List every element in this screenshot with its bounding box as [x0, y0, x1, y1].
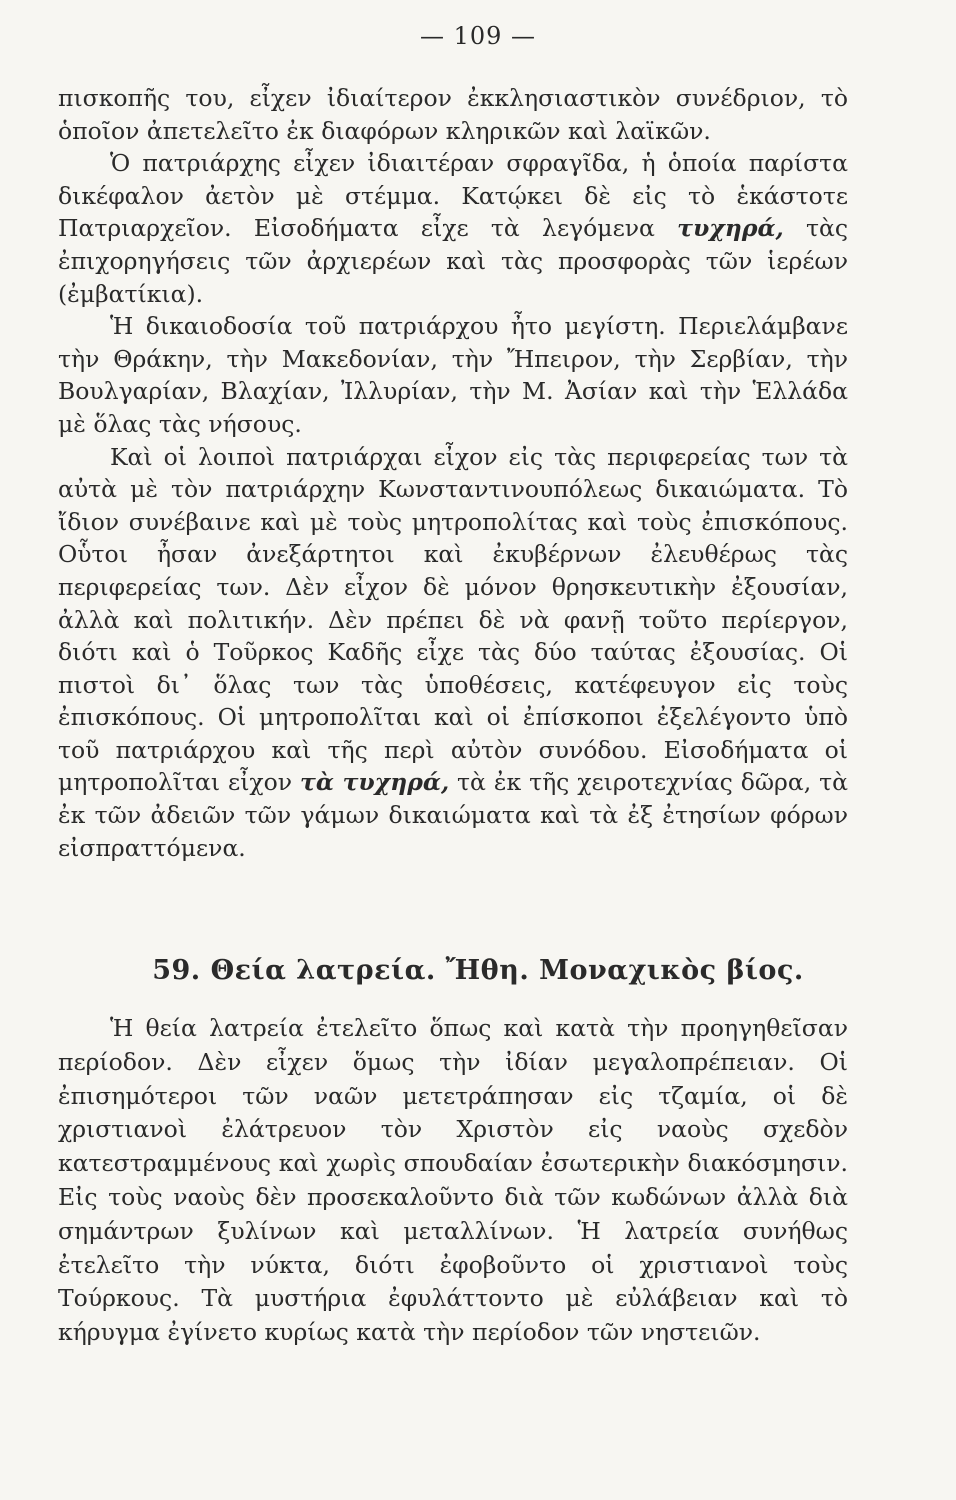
paragraph-worship: Ἡ θεία λατρεία ἐτελεῖτο ὅπως καὶ κατὰ τὴν προηγηθεῖσαν περίοδον. Δὲν εἶχεν ὅμως τὴν ἰδίαν μεγαλοπρέπειαν. Οἱ ἐπισημότεροι τῶν ναῶν μετετράπησαν εἰς τζαμία, οἱ δὲ χριστιανοὶ ἐλάτρευον τὸν Χριστὸν εἰς ναοὺς σχεδὸν κατεστραμμένους καὶ χωρὶς σπουδαίαν ἐσωτερικὴν διακόσμησιν. Εἰς τοὺς ναοὺς δὲν προσεκαλοῦντο διὰ τῶν κωδώνων ἀλλὰ διὰ σημάντρων ξυλίνων καὶ μεταλλίνων. Ἡ λατρεία συνήθως ἐτελεῖτο τὴν νύκτα, διότι ἐφοβοῦντο οἱ χριστιανοὶ τοὺς Τούρκους. Τὰ μυστήρια ἐφυλάττοντο μὲ εὐλάβειαν καὶ τὸ κήρυγμα ἐγίνετο κυρίως κατὰ τὴν περίοδον τῶν νηστειῶν. — [58, 1014, 848, 1347]
paragraph-other-patriarchs — [58, 441, 848, 865]
paragraph-jurisdiction: Ἡ δικαιοδοσία τοῦ πατριάρχου ἦτο μεγίστη. Περιελάμβανε τὴν Θράκην, τὴν Μακεδονίαν, τὴν Ἤπειρον, τὴν Σερβίαν, τὴν Βουλγαρίαν, Βλαχίαν, Ἰλλυρίαν, τὴν Μ. Ἀσίαν καὶ τὴν Ἑλλάδα μὲ ὅλας τὰς νήσους. — [58, 312, 848, 438]
paragraph-other-patriarchs-end: τὰ ἐκ τῆς χειροτεχνίας δῶρα, τὰ ἐκ τῶν ἀδειῶν τῶν γάμων δικαιώματα καὶ τὰ ἐξ ἐτησίων φόρων εἰσπραττόμενα. — [58, 768, 848, 862]
paragraph-synod: πισκοπῆς του, εἶχεν ἰδιαίτερον ἐκκλησιαστικὸν συνέδριον, τὸ ὁποῖον ἀπετελεῖτο ἐκ διαφόρων κληρικῶν καὶ λαϊκῶν. — [58, 84, 848, 145]
page-number: — 109 — — [419, 22, 537, 50]
term-tychera: τυχηρά, — [677, 214, 784, 243]
section-text-1 — [58, 82, 848, 864]
term-ta-tychera: τὰ τυχηρά, — [300, 768, 450, 797]
section-heading: 59. Θεία λατρεία. Ἤθη. Μοναχικὸς βίος. — [152, 955, 804, 986]
paragraph-seal — [58, 147, 848, 310]
paragraph-seal-start: Ὁ πατριάρχης εἶχεν ἰδιαιτέραν σφραγῖδα, ἡ ὁποία παρίστα δικέφαλον ἀετὸν μὲ στέμμα. Κατῴκει δὲ εἰς τὸ ἑκάστοτε Πατριαρχεῖον. Εἰσοδήματα εἶχε τὰ λεγόμενα — [58, 149, 848, 243]
section-text-2 — [58, 1012, 848, 1350]
paragraph-seal-end: τὰς ἐπιχορηγήσεις τῶν ἀρχιερέων καὶ τὰς προσφορὰς τῶν ἱερέων (ἐμβατίκια). — [58, 214, 848, 308]
paragraph-other-patriarchs-start: Καὶ οἱ λοιποὶ πατριάρχαι εἶχον εἰς τὰς περιφερείας των τὰ αὐτὰ μὲ τὸν πατριάρχην Κωνσταντινουπόλεως δικαιώματα. Τὸ ἴδιον συνέβαινε καὶ μὲ τοὺς μητροπολίτας καὶ τοὺς ἐπισκόπους. Οὗτοι ἦσαν ἀνεξάρτητοι καὶ ἐκυβέρνων ἐλευθέρως τὰς περιφερείας των. Δὲν εἶχον δὲ μόνον θρησκευτικὴν ἐξουσίαν, ἀλλὰ καὶ πολιτικήν. Δὲν πρέπει δὲ νὰ φανῇ τοῦτο περίεργον, διότι καὶ ὁ Τοῦρκος Καδῆς εἶχε τὰς δύο ταύτας ἐξουσίας. Οἱ πιστοὶ δι᾽ ὅλας των τὰς ὑποθέσεις, κατέφευγον εἰς τοὺς ἐπισκόπους. Οἱ μητροπολῖται καὶ οἱ ἐπίσκοποι ἐξελέγοντο ὑπὸ τοῦ πατριάρχου καὶ τῆς περὶ αὐτὸν συνόδου. Εἰσοδήματα οἱ μητροπολῖται εἶχον — [58, 442, 848, 797]
